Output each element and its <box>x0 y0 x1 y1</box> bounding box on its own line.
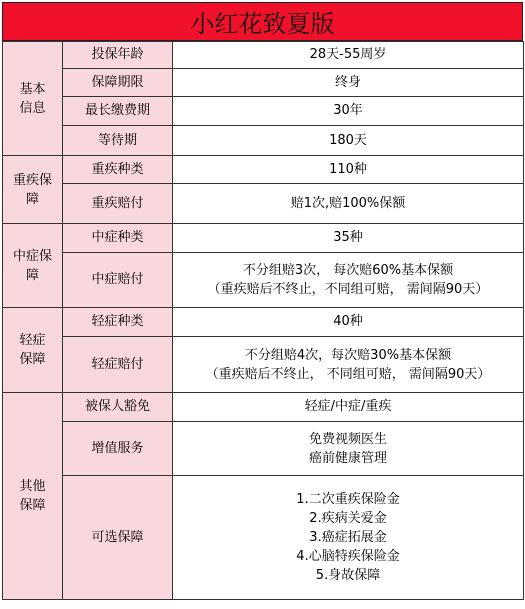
table-row <box>3 253 524 308</box>
table-row <box>3 422 524 476</box>
row-value: 30年 <box>173 97 524 126</box>
coverage-table <box>2 41 524 600</box>
category-label: 基本 信息 <box>19 81 46 116</box>
row-label: 保障期限 <box>63 69 173 97</box>
category-label: 中症保 障 <box>12 248 52 283</box>
table-row <box>3 393 524 422</box>
row-value: 110种 <box>173 156 524 184</box>
table-row <box>3 69 524 97</box>
row-label: 可选保障 <box>63 476 173 600</box>
category-label: 轻症 保障 <box>19 333 46 367</box>
table-title: 小红花致夏版 <box>2 2 523 41</box>
table-row <box>3 184 524 224</box>
row-value: 轻症/中症/重疾 <box>173 393 524 422</box>
row-label: 增值服务 <box>63 422 173 476</box>
insurance-summary-sheet <box>2 2 523 607</box>
row-label: 重疾种类 <box>63 156 173 184</box>
row-value: 40种 <box>173 308 524 337</box>
category-mild-illness <box>3 308 63 393</box>
table-row <box>3 308 524 337</box>
row-value: 不分组赔3次， 每次赔60%基本保额 （重疾赔后不终止，不同组可赔， 需间隔90天） <box>173 253 524 308</box>
row-value: 免费视频医生 癌前健康管理 <box>173 422 524 476</box>
row-label: 中症赔付 <box>63 253 173 308</box>
table-row <box>3 476 524 600</box>
row-value: 28天-55周岁 <box>173 42 524 69</box>
category-critical-illness <box>3 156 63 224</box>
category-other-coverage <box>3 393 63 600</box>
row-value: 赔1次,赔100%保额 <box>173 184 524 224</box>
row-label: 投保年龄 <box>63 42 173 69</box>
row-label: 被保人豁免 <box>63 393 173 422</box>
row-value: 180天 <box>173 126 524 156</box>
table-row <box>3 224 524 253</box>
row-label: 中症种类 <box>63 224 173 253</box>
row-label: 等待期 <box>63 126 173 156</box>
row-value: 不分组赔4次，每次赔30%基本保额 （重疾赔后不终止， 不同组可赔， 需间隔90天） <box>173 337 524 393</box>
row-value: 1.二次重疾保险金 2.疾病关爱金 3.癌症拓展金 4.心脑特疾保险金 5.身故保障 <box>173 476 524 600</box>
row-label: 重疾赔付 <box>63 184 173 224</box>
table-row <box>3 337 524 393</box>
category-label: 重疾保 障 <box>12 172 52 207</box>
table-row <box>3 97 524 126</box>
category-moderate-illness <box>3 224 63 308</box>
table-row <box>3 156 524 184</box>
category-basic-info <box>3 42 63 156</box>
row-value: 终身 <box>173 69 524 97</box>
row-label: 轻症赔付 <box>63 337 173 393</box>
row-label: 轻症种类 <box>63 308 173 337</box>
table-row <box>3 126 524 156</box>
category-label: 其他 保障 <box>19 479 46 513</box>
row-label: 最长缴费期 <box>63 97 173 126</box>
row-value: 35种 <box>173 224 524 253</box>
table-row <box>3 42 524 69</box>
